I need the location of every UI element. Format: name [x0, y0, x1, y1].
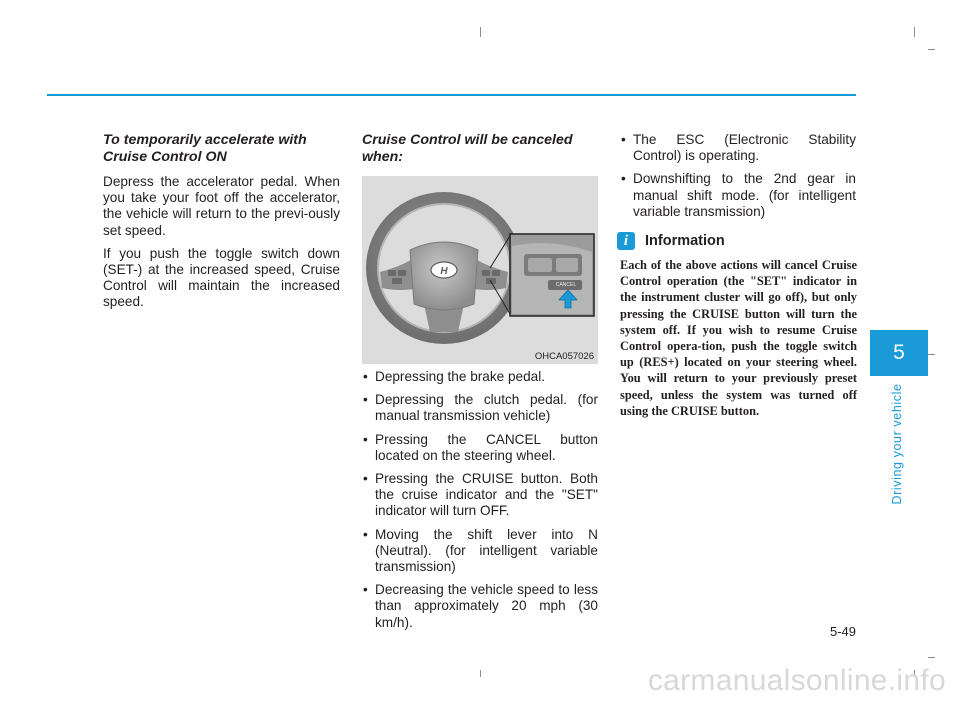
- middle-column-heading-block: [362, 132, 598, 174]
- chapter-title: Driving your vehicle: [890, 383, 904, 505]
- information-icon: i: [617, 232, 635, 250]
- section-heading-accelerate: To temporarily accelerate with Cruise Control ON: [103, 132, 307, 165]
- list-item: • Downshifting to the 2nd gear in manual shift mode. (for intelligent variable transmission): [620, 171, 856, 220]
- paragraph: If you push the toggle switch down (SET-) at the increased speed, Cruise Control will maintain the increased speed.: [103, 245, 340, 310]
- left-column: [103, 132, 340, 318]
- page-number: 5-49: [829, 624, 856, 639]
- paragraph: Depress the accelerator pedal. When you take your foot off the accelerator, the vehicle will return to the previ-ously set speed.: [103, 174, 340, 238]
- cancel-button-label: CANCEL: [555, 282, 577, 288]
- svg-text:H: H: [440, 266, 448, 277]
- middle-column-bullets: [362, 369, 598, 638]
- cancel-conditions-list: [362, 369, 598, 631]
- list-item: • Decreasing the vehicle speed to less than approximately 20 mph (30 km/h).: [362, 582, 598, 631]
- crop-mark-right-top: [928, 49, 935, 50]
- right-column: [620, 132, 856, 227]
- header-rule: [47, 94, 856, 96]
- list-item: • Pressing the CANCEL button located on the steering wheel.: [362, 432, 598, 464]
- crop-mark-right-mid: [928, 354, 935, 355]
- crop-mark-top-right: [914, 27, 915, 37]
- crop-mark-top-center: [480, 27, 481, 37]
- cancel-conditions-list-continued: [620, 132, 856, 220]
- figure-code: OHCA057026: [534, 351, 594, 362]
- information-title: Information: [645, 233, 725, 249]
- information-body: Each of the above actions will cancel Cruise Control operation (the "SET" indicator in the instrument cluster will go off), but only pressing the CRUISE button will turn the system off. If you wish to resume Cruise Control opera-tion, push the toggle switch up (RES+) located on your steering wheel. You will return to your previously preset speed, unless the system was turned off using the CRUISE button.: [620, 258, 857, 418]
- list-item: • Moving the shift lever into N (Neutral). (for intelligent variable transmission): [362, 527, 598, 576]
- steering-wheel-illustration: [362, 176, 598, 364]
- list-item: • The ESC (Electronic Stability Control) is operating.: [620, 132, 856, 164]
- chapter-tab-label: [886, 384, 908, 504]
- list-item: • Depressing the clutch pedal. (for manual transmission vehicle): [362, 392, 598, 424]
- crop-mark-right-bottom: [928, 657, 935, 658]
- list-item: • Pressing the CRUISE button. Both the cruise indicator and the "SET" indicator will turn OFF.: [362, 471, 598, 520]
- steering-wheel-figure: [362, 176, 598, 364]
- chapter-tab: 5: [870, 330, 928, 376]
- watermark: carmanualsonline.info: [647, 664, 946, 697]
- section-heading-canceled: Cruise Control will be canceled when:: [362, 132, 573, 165]
- list-item: • Depressing the brake pedal.: [362, 369, 598, 385]
- information-header: [617, 232, 725, 250]
